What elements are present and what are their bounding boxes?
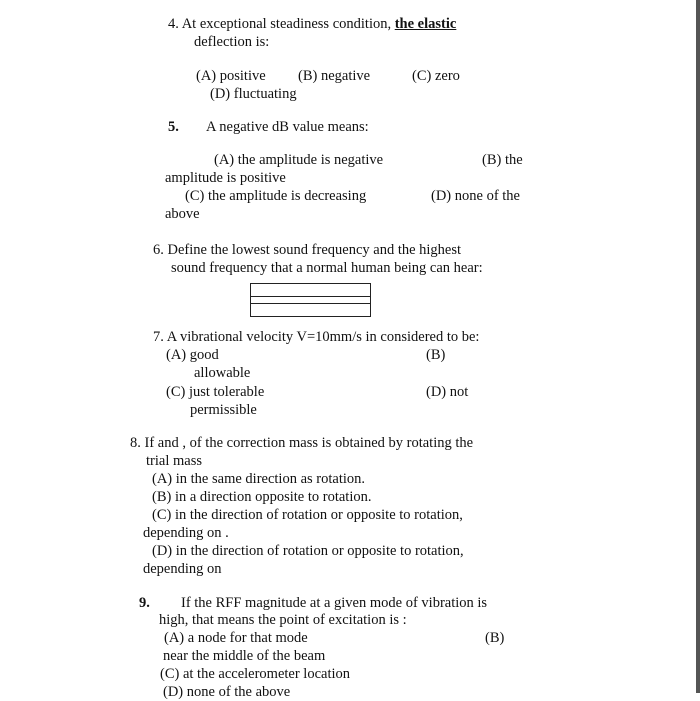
q5-option-b: (B) the [482, 152, 523, 168]
q4-option-d: (D) fluctuating [210, 86, 297, 102]
q7-option-b-cont: allowable [194, 365, 251, 381]
q6-prompt-cont: sound frequency that a normal human being can hear: [171, 260, 483, 276]
q9-option-a: (A) a node for that mode [164, 630, 308, 646]
q7-option-b: (B) [426, 347, 446, 363]
q6-prompt: 6. Define the lowest sound frequency and the highest [153, 242, 462, 258]
q5-option-d-cont: above [165, 206, 200, 222]
page-edge-shadow [696, 0, 700, 693]
answer-box-divider [251, 303, 370, 304]
q7-option-d: (D) not [426, 384, 469, 400]
q7-prompt: 7. A vibrational velocity V=10mm/s in considered to be: [153, 329, 480, 345]
q6-answer-box[interactable] [250, 283, 371, 317]
q4-emphasis: the elastic [394, 16, 457, 32]
q8-option-d-cont: depending on [143, 561, 222, 577]
q5-option-b-cont: amplitude is positive [165, 170, 286, 186]
q4-lead: 4. At exceptional steadiness condition, [168, 16, 392, 32]
q8-option-c: (C) in the direction of rotation or opposite to rotation, [152, 507, 463, 523]
q8-option-a: (A) in the same direction as rotation. [152, 471, 366, 487]
q7-option-a: (A) good [166, 347, 219, 363]
q5-option-d: (D) none of the [431, 188, 520, 204]
q8-option-d: (D) in the direction of rotation or opposite to rotation, [152, 543, 464, 559]
q9-number: 9. [139, 595, 150, 611]
q4-option-b: (B) negative [298, 68, 371, 84]
q9-option-b: (B) [485, 630, 505, 646]
q5-option-a: (A) the amplitude is negative [214, 152, 384, 168]
q5-prompt: A negative dB value means: [206, 119, 369, 135]
q8-option-c-cont: depending on . [143, 525, 229, 541]
answer-box-divider [251, 296, 370, 297]
q9-prompt-cont: high, that means the point of excitation is : [159, 612, 407, 628]
q9-option-b-cont: near the middle of the beam [163, 648, 326, 664]
q4-option-a: (A) positive [196, 68, 266, 84]
q5-option-c: (C) the amplitude is decreasing [185, 188, 367, 204]
q7-option-c: (C) just tolerable [166, 384, 265, 400]
q4-prompt-cont: deflection is: [194, 34, 270, 50]
q4-prompt [168, 15, 456, 33]
q9-option-c: (C) at the accelerometer location [160, 666, 351, 682]
q7-option-d-cont: permissible [190, 402, 257, 418]
q8-prompt-cont: trial mass [146, 453, 202, 469]
q8-prompt: 8. If and , of the correction mass is obtained by rotating the [130, 435, 474, 451]
q4-option-c: (C) zero [412, 68, 460, 84]
q9-prompt: If the RFF magnitude at a given mode of vibration is [181, 595, 488, 611]
q9-option-d: (D) none of the above [163, 684, 291, 700]
q5-number: 5. [168, 119, 179, 135]
q8-option-b: (B) in a direction opposite to rotation. [152, 489, 372, 505]
